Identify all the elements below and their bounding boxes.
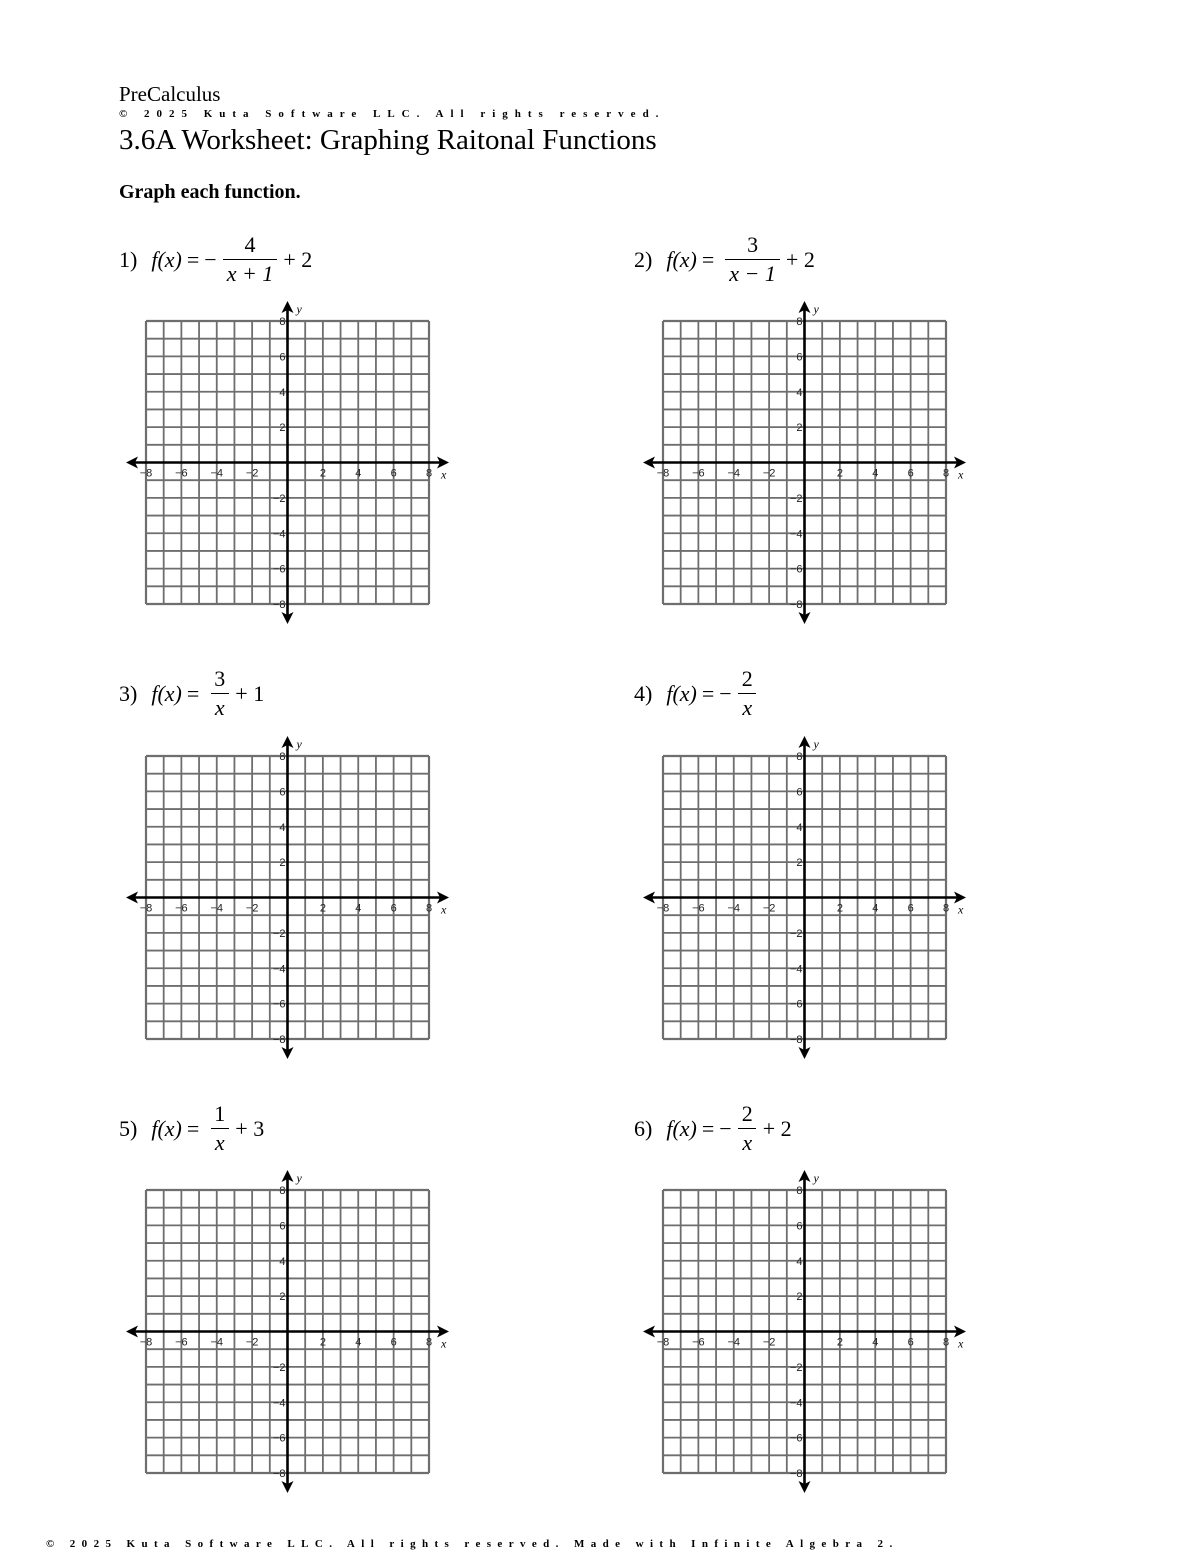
x-tick-label: 4 <box>355 902 362 915</box>
y-tick-label: −6 <box>272 563 286 576</box>
x-axis-label: x <box>958 467 964 482</box>
y-axis-label: y <box>296 737 302 751</box>
numerator: 4 <box>244 232 256 257</box>
y-tick-label: −8 <box>789 599 803 611</box>
x-tick-label: −6 <box>692 467 705 480</box>
y-tick-label: −6 <box>789 1432 803 1445</box>
y-tick-label: 2 <box>796 422 803 435</box>
x-tick-label: 2 <box>836 902 843 915</box>
numerator: 3 <box>214 666 226 691</box>
function-name: f(x) <box>151 1115 182 1141</box>
x-tick-label: −4 <box>727 1336 741 1349</box>
x-tick-label: 8 <box>942 1336 950 1349</box>
fraction <box>223 232 278 287</box>
x-tick-label: −4 <box>210 1336 224 1349</box>
x-tick-label: −6 <box>692 1336 705 1349</box>
denominator: x <box>211 693 229 721</box>
x-tick-label: −2 <box>245 1336 259 1349</box>
x-tick-label: −6 <box>175 1336 188 1349</box>
x-tick-label: −6 <box>175 902 188 915</box>
y-tick-label: 8 <box>796 316 803 328</box>
function-name: f(x) <box>666 1115 697 1141</box>
y-tick-label: −4 <box>272 963 286 976</box>
coordinate-grid <box>126 301 459 624</box>
equals-sign: = <box>186 680 200 706</box>
numerator: 3 <box>747 232 759 257</box>
x-tick-label: −8 <box>656 467 670 480</box>
coordinate-grid <box>643 1170 976 1493</box>
y-tick-label: −2 <box>789 492 803 505</box>
problem-equation <box>634 666 763 721</box>
x-tick-label: 6 <box>390 902 397 915</box>
y-tick-label: 4 <box>796 821 803 834</box>
x-tick-label: −4 <box>727 902 741 915</box>
y-tick-label: −2 <box>272 492 286 505</box>
y-axis-label: y <box>813 302 819 316</box>
x-axis-label: x <box>441 902 447 917</box>
problem-equation <box>634 1101 792 1156</box>
denominator: x <box>738 1128 756 1156</box>
y-tick-label: −6 <box>272 1432 286 1445</box>
x-axis-label: x <box>441 467 447 482</box>
denominator: x <box>738 693 756 721</box>
coordinate-grid <box>643 301 976 624</box>
equals-sign: = <box>186 246 200 272</box>
numerator: 2 <box>741 1101 753 1126</box>
y-tick-label: 4 <box>279 1255 286 1268</box>
denominator: x <box>211 1128 229 1156</box>
y-tick-label: −2 <box>272 1361 286 1374</box>
x-tick-label: −4 <box>727 467 741 480</box>
x-axis-label: x <box>958 902 964 917</box>
fraction <box>738 1101 757 1156</box>
leading-sign: − <box>204 246 217 272</box>
x-tick-label: 2 <box>836 467 843 480</box>
x-axis-label: x <box>441 1336 447 1351</box>
fraction <box>725 232 780 287</box>
fraction <box>738 666 757 721</box>
problem-equation <box>634 232 815 287</box>
x-tick-label: 2 <box>319 902 326 915</box>
y-tick-label: 6 <box>796 351 803 364</box>
y-tick-label: 8 <box>279 316 286 328</box>
y-tick-label: 6 <box>796 1220 803 1233</box>
y-axis-label: y <box>813 737 819 751</box>
problem-number: 5) <box>119 1115 138 1141</box>
y-tick-label: −4 <box>789 528 803 541</box>
y-tick-label: 2 <box>796 1291 803 1304</box>
numerator: 1 <box>214 1101 226 1126</box>
function-name: f(x) <box>151 680 182 706</box>
problem-number: 1) <box>119 246 138 272</box>
y-tick-label: −6 <box>789 563 803 576</box>
y-axis-label: y <box>296 1171 302 1185</box>
problem-number: 2) <box>634 246 653 272</box>
x-tick-label: −8 <box>139 902 153 915</box>
course-name: PreCalculus <box>119 82 221 106</box>
leading-sign: − <box>719 680 732 706</box>
x-tick-label: −4 <box>210 902 224 915</box>
equals-sign: = <box>701 1115 715 1141</box>
x-tick-label: 2 <box>836 1336 843 1349</box>
leading-sign: − <box>719 1115 732 1141</box>
y-tick-label: 4 <box>796 1255 803 1268</box>
x-tick-label: 6 <box>390 1336 397 1349</box>
x-tick-label: 6 <box>907 1336 914 1349</box>
y-axis-label: y <box>296 302 302 316</box>
y-tick-label: −4 <box>789 1397 803 1410</box>
y-tick-label: −8 <box>789 1034 803 1046</box>
x-tick-label: 2 <box>319 467 326 480</box>
footer-copyright: © 2025 Kuta Software LLC. All rights reserved. Made with Infinite Algebra 2. <box>46 1538 899 1550</box>
y-tick-label: −4 <box>272 1397 286 1410</box>
constant-term: + 2 <box>283 246 313 272</box>
y-tick-label: −8 <box>272 1468 286 1480</box>
x-tick-label: 6 <box>907 467 914 480</box>
instructions: Graph each function. <box>119 181 301 203</box>
x-tick-label: 8 <box>425 467 433 480</box>
y-tick-label: −6 <box>272 998 286 1011</box>
x-tick-label: 2 <box>319 1336 326 1349</box>
y-tick-label: 6 <box>279 786 286 799</box>
problem-equation <box>119 666 264 721</box>
equals-sign: = <box>701 680 715 706</box>
function-name: f(x) <box>666 680 697 706</box>
y-tick-label: 6 <box>279 351 286 364</box>
y-tick-label: −4 <box>789 963 803 976</box>
x-tick-label: 8 <box>942 902 950 915</box>
x-tick-label: −6 <box>175 467 188 480</box>
x-tick-label: −2 <box>762 467 776 480</box>
equals-sign: = <box>701 246 715 272</box>
y-tick-label: −8 <box>789 1468 803 1480</box>
y-tick-label: 2 <box>279 1291 286 1304</box>
y-tick-label: 2 <box>279 422 286 435</box>
coordinate-grid <box>643 736 976 1059</box>
function-name: f(x) <box>151 246 182 272</box>
y-axis-label: y <box>813 1171 819 1185</box>
x-tick-label: −8 <box>139 1336 153 1349</box>
x-tick-label: 4 <box>872 902 879 915</box>
y-tick-label: 4 <box>279 821 286 834</box>
x-tick-label: 4 <box>355 1336 362 1349</box>
y-tick-label: −8 <box>272 599 286 611</box>
x-tick-label: 8 <box>425 1336 433 1349</box>
fraction <box>210 666 229 721</box>
problem-number: 6) <box>634 1115 653 1141</box>
y-tick-label: −4 <box>272 528 286 541</box>
y-tick-label: 8 <box>279 751 286 763</box>
constant-term: + 1 <box>235 680 265 706</box>
denominator: x + 1 <box>223 259 278 287</box>
y-tick-label: −8 <box>272 1034 286 1046</box>
function-name: f(x) <box>666 246 697 272</box>
constant-term: + 2 <box>785 246 815 272</box>
x-tick-label: −4 <box>210 467 224 480</box>
constant-term: + 2 <box>762 1115 792 1141</box>
y-tick-label: −6 <box>789 998 803 1011</box>
x-tick-label: −8 <box>656 1336 670 1349</box>
worksheet-title: 3.6A Worksheet: Graphing Raitonal Functions <box>119 124 657 156</box>
x-tick-label: −2 <box>245 902 259 915</box>
fraction <box>210 1101 229 1156</box>
problem-number: 3) <box>119 680 138 706</box>
x-tick-label: 6 <box>390 467 397 480</box>
y-tick-label: −2 <box>789 927 803 940</box>
copyright-line: © 2025 Kuta Software LLC. All rights reserved. <box>119 108 666 120</box>
constant-term: + 3 <box>235 1115 265 1141</box>
x-tick-label: 8 <box>942 467 950 480</box>
denominator: x − 1 <box>725 259 780 287</box>
y-tick-label: 2 <box>279 857 286 870</box>
equals-sign: = <box>186 1115 200 1141</box>
y-tick-label: 4 <box>796 386 803 399</box>
x-tick-label: −8 <box>139 467 153 480</box>
coordinate-grid <box>126 736 459 1059</box>
x-tick-label: −2 <box>245 467 259 480</box>
y-tick-label: 8 <box>796 1185 803 1197</box>
x-tick-label: 4 <box>872 467 879 480</box>
y-tick-label: 8 <box>796 751 803 763</box>
x-tick-label: 4 <box>355 467 362 480</box>
problem-equation <box>119 232 312 287</box>
y-tick-label: 6 <box>279 1220 286 1233</box>
y-tick-label: 6 <box>796 786 803 799</box>
x-tick-label: −2 <box>762 1336 776 1349</box>
x-tick-label: −8 <box>656 902 670 915</box>
problem-number: 4) <box>634 680 653 706</box>
y-tick-label: 8 <box>279 1185 286 1197</box>
x-tick-label: 6 <box>907 902 914 915</box>
x-tick-label: 4 <box>872 1336 879 1349</box>
x-tick-label: −2 <box>762 902 776 915</box>
x-tick-label: 8 <box>425 902 433 915</box>
problem-equation <box>119 1101 264 1156</box>
y-tick-label: −2 <box>272 927 286 940</box>
y-tick-label: −2 <box>789 1361 803 1374</box>
numerator: 2 <box>741 666 753 691</box>
y-tick-label: 4 <box>279 386 286 399</box>
y-tick-label: 2 <box>796 857 803 870</box>
x-tick-label: −6 <box>692 902 705 915</box>
x-axis-label: x <box>958 1336 964 1351</box>
coordinate-grid <box>126 1170 459 1493</box>
